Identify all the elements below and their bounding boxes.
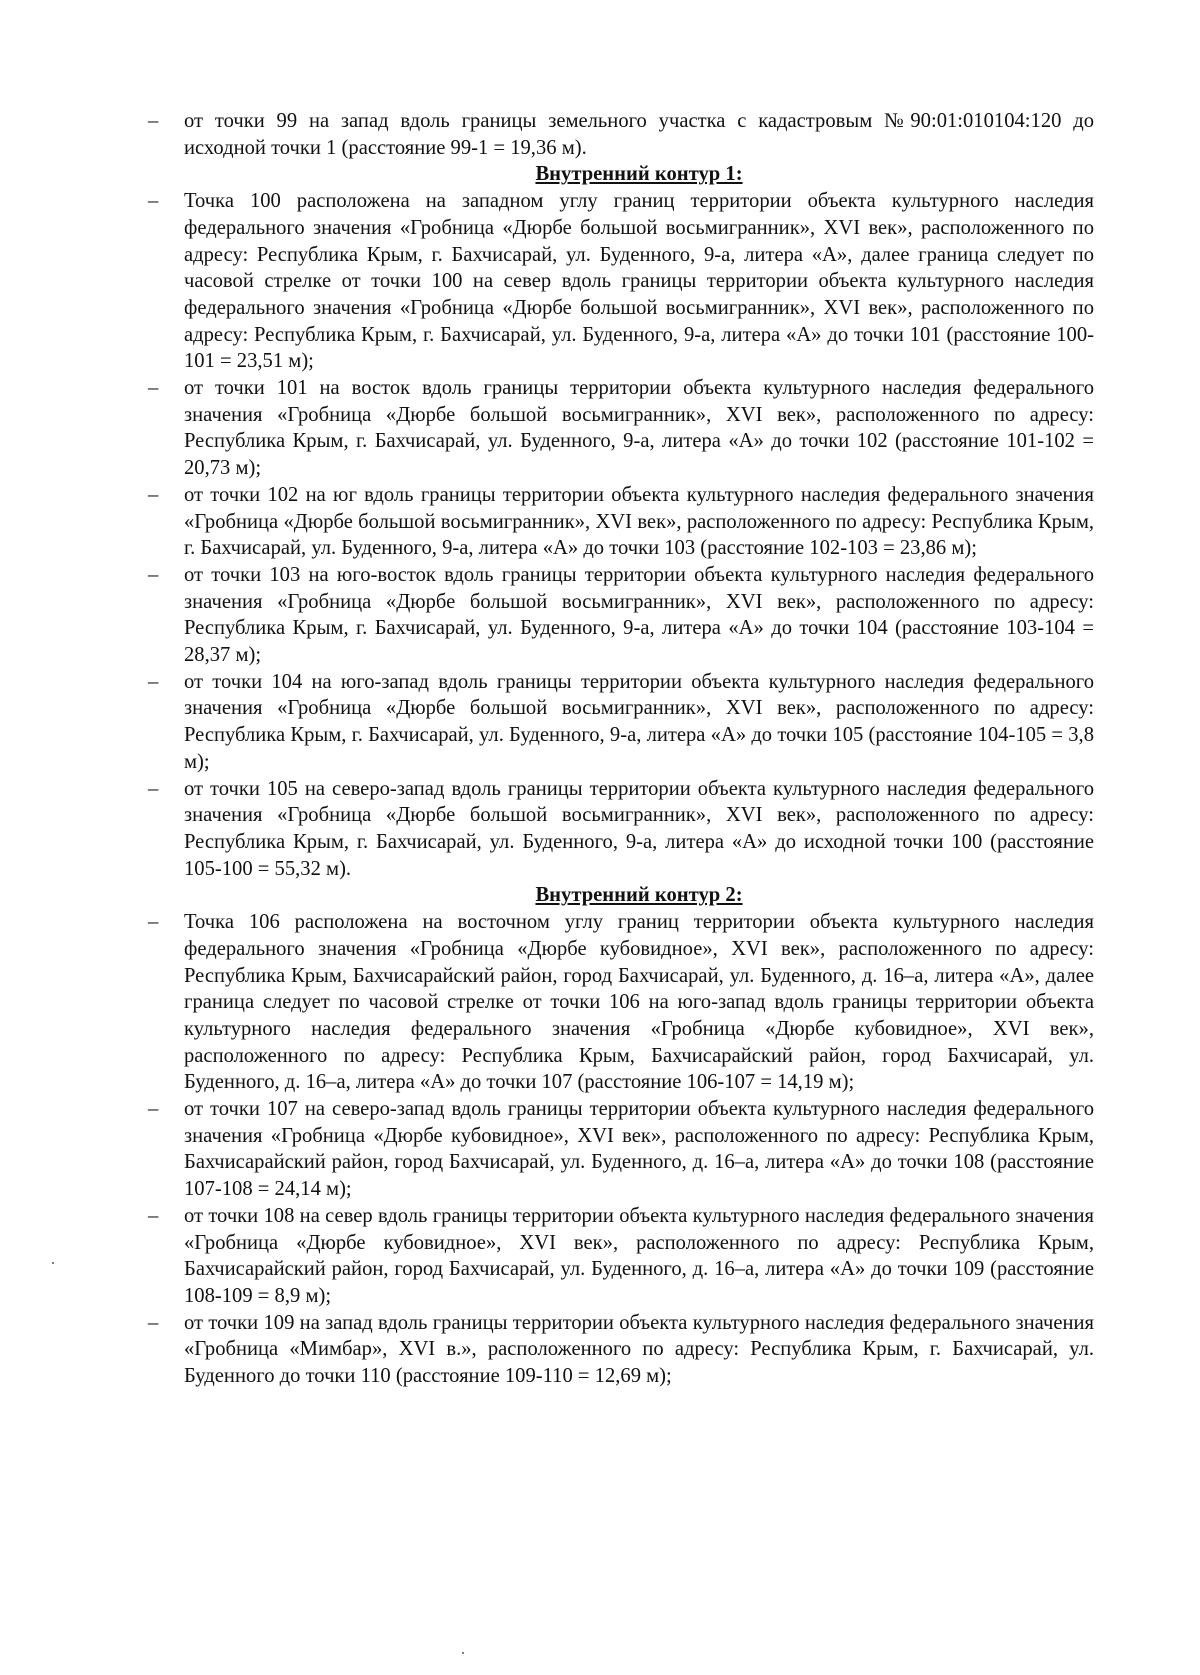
list-item bbox=[148, 375, 1094, 482]
list-dash: – bbox=[148, 377, 159, 400]
list-item bbox=[148, 1203, 1094, 1310]
list-dash: – bbox=[148, 911, 159, 934]
list-dash: – bbox=[148, 1204, 159, 1227]
list-item-text: от точки 99 на запад вдоль границы земельного участка с кадастровым №90:01:010104:120 до исходной точки 1 (расстояние 99-1 = 19,36 м). bbox=[184, 110, 1094, 159]
list-item-text: от точки 109 на запад вдоль границы территории объекта культурного наследия федерального значения «Гробница «Мимбар», XVI в.», расположенного по адресу: Республика Крым, г. Бахчисарай, ул. Буденного до точки 110 (расстояние 109-110 = 12,69 м); bbox=[184, 1311, 1094, 1388]
list-item bbox=[148, 1310, 1094, 1390]
section-heading-inner-contour-2: Внутренний контур 2: bbox=[535, 884, 743, 907]
list-item bbox=[148, 188, 1094, 375]
section-heading-inner-contour-1: Внутренний контур 1: bbox=[535, 163, 743, 186]
list-item bbox=[148, 482, 1094, 562]
list-item-text: Точка 100 расположена на западном углу границ территории объекта культурного наследия федерального значения «Гробница «Дюрбе большой восьмигранник», XVI век», расположенного по адресу: Республика Крым, г. Бахчисарай, ул. Буденного, 9-а, литера «А», далее граница следует по часовой стрелке от точки 100 на север вдоль границы территории объекта культурного наследия федерального значения «Гробница «Дюрбе большой восьмигранник», XVI век», расположенного по адресу: Республика Крым, г. Бахчисарай, ул. Буденного, 9-а, литера «А» до точки 101 (расстояние 100-101 = 23,51 м); bbox=[184, 190, 1094, 373]
list-item-text: от точки 103 на юго-восток вдоль границы территории объекта культурного наследия федерального значения «Гробница «Дюрбе большой восьмигранник», XVI век», расположенного по адресу: Республика Крым, г. Бахчисарай, ул. Буденного, 9-а, литера «А» до точки 104 (расстояние 103-104 = 28,37 м); bbox=[184, 563, 1094, 667]
list-dash: – bbox=[148, 483, 159, 506]
list-dash: – bbox=[148, 563, 159, 586]
list-item-text: от точки 107 на северо-запад вдоль границы территории объекта культурного наследия федерального значения «Гробница «Дюрбе кубовидное», XVI век», расположенного по адресу: Республика Крым, Бахчисарайский район, город Бахчисарай, ул. Буденного, д. 16–а, литера «А» до точки 108 (расстояние 107-108 = 24,14 м); bbox=[184, 1098, 1094, 1201]
document-body bbox=[148, 108, 1094, 1390]
list-dash: – bbox=[148, 190, 159, 213]
list-dash: – bbox=[148, 670, 159, 693]
list-item bbox=[148, 669, 1094, 776]
list-item bbox=[148, 776, 1094, 883]
list-item-text: Точка 106 расположена на восточном углу границ территории объекта культурного наследия федерального значения «Гробница «Дюрбе кубовидное», XVI век», расположенного по адресу: Республика Крым, Бахчисарайский район, город Бахчисарай, ул. Буденного, д. 16–а, литера «А», далее граница следует по часовой стрелке от точки 106 на юго-запад вдоль границы территории объекта культурного наследия федерального значения «Гробница «Дюрбе кубовидное», XVI век», расположенного по адресу: Республика Крым, Бахчисарайский район, город Бахчисарай, ул. Буденного, д. 16–а, литера «А» до точки 107 (расстояние 106-107 = 14,19 м); bbox=[184, 911, 1094, 1094]
list-dash: – bbox=[148, 1098, 159, 1121]
list-item-text: от точки 108 на север вдоль границы территории объекта культурного наследия федерального значения «Гробница «Дюрбе кубовидное», XVI век», расположенного по адресу: Республика Крым, Бахчисарайский район, город Бахчисарай, ул. Буденного, д. 16–а, литера «А» до точки 109 (расстояние 108-109 = 8,9 м); bbox=[184, 1204, 1094, 1307]
scan-speck bbox=[52, 1262, 54, 1264]
list-item bbox=[148, 108, 1094, 161]
list-dash: – bbox=[148, 110, 159, 132]
list-item bbox=[148, 909, 1094, 1096]
list-item bbox=[148, 1096, 1094, 1203]
list-dash: – bbox=[148, 777, 159, 800]
scan-speck bbox=[462, 1652, 464, 1654]
list-item-text: от точки 102 на юг вдоль границы территории объекта культурного наследия федерального значения «Гробница «Дюрбе большой восьмигранник», XVI век», расположенного по адресу: Республика Крым, г. Бахчисарай, ул. Буденного, 9-а, литера «А» до точки 103 (расстояние 102-103 = 23,86 м); bbox=[184, 483, 1094, 560]
list-item-text: от точки 101 на восток вдоль границы территории объекта культурного наследия федерального значения «Гробница «Дюрбе большой восьмигранник», XVI век», расположенного по адресу: Республика Крым, г. Бахчисарай, ул. Буденного, 9-а, литера «А» до точки 102 (расстояние 101-102 = 20,73 м); bbox=[184, 377, 1094, 480]
list-item bbox=[148, 562, 1094, 669]
list-dash: – bbox=[148, 1311, 159, 1334]
list-item-text: от точки 104 на юго-запад вдоль границы территории объекта культурного наследия федерального значения «Гробница «Дюрбе большой восьмигранник», XVI век», расположенного по адресу: Республика Крым, г. Бахчисарай, ул. Буденного, 9-а, литера «А» до точки 105 (расстояние 104-105 = 3,8 м); bbox=[184, 670, 1094, 773]
list-item-text: от точки 105 на северо-запад вдоль границы территории объекта культурного наследия федерального значения «Гробница «Дюрбе большой восьмигранник», XVI век», расположенного по адресу: Республика Крым, г. Бахчисарай, ул. Буденного, 9-а, литера «А» до исходной точки 100 (расстояние 105-100 = 55,32 м). bbox=[184, 777, 1094, 880]
